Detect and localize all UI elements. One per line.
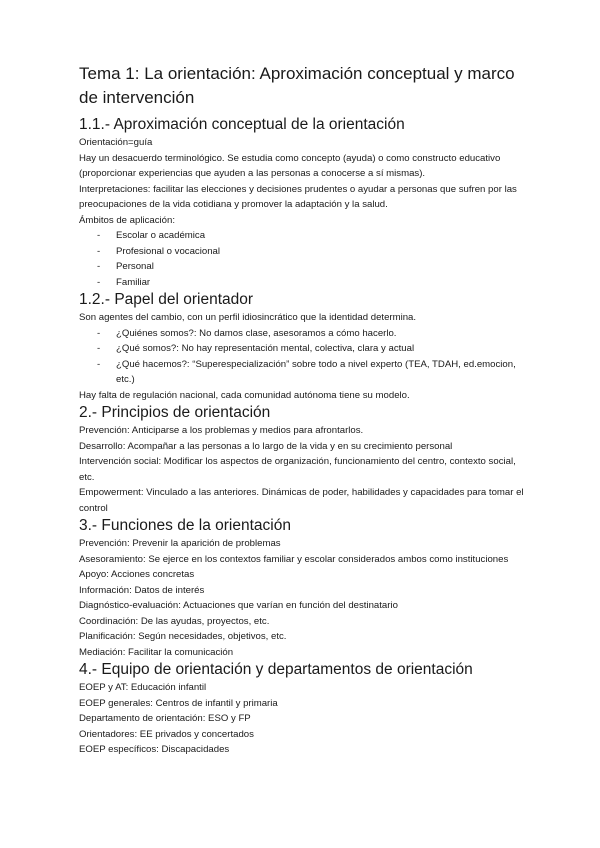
list-item: - Escolar o académica xyxy=(97,228,530,244)
paragraph: Desarrollo: Acompañar a las personas a lo largo de la vida y en su crecimiento personal xyxy=(79,440,453,452)
paragraph: Mediación: Facilitar la comunicación xyxy=(79,646,234,658)
paragraph: Empowerment: Vinculado a las anteriores. Dinámicas de poder, habilidades y capacidades para tomar el control xyxy=(79,487,524,514)
section-heading-1-2: 1.2.- Papel del orientador xyxy=(79,291,254,308)
paragraph: Planificación: Según necesidades, objetivos, etc. xyxy=(79,631,287,642)
paragraph: Hay falta de regulación nacional, cada comunidad autónoma tiene su modelo. xyxy=(79,389,410,401)
section-heading-3: 3.- Funciones de la orientación xyxy=(79,517,291,534)
paragraph: Orientación=guía xyxy=(79,137,153,148)
list-item: - Profesional o vocacional xyxy=(97,244,530,260)
paragraph: Apoyo: Acciones concretas xyxy=(79,569,195,580)
ambitos-list xyxy=(79,228,530,290)
paragraph: Intervención social: Modificar los aspectos de organización, funcionamiento del centro, contexto social, etc. xyxy=(79,456,516,483)
paragraph: Departamento de orientación: ESO y FP xyxy=(79,713,251,724)
paragraph: Coordinación: De las ayudas, proyectos, etc. xyxy=(79,615,270,627)
paragraph: Ámbitos de aplicación: xyxy=(79,214,175,226)
list-item: - Personal xyxy=(97,259,530,275)
paragraph: Orientadores: EE privados y concertados xyxy=(79,728,254,740)
list-item: - Familiar xyxy=(97,275,530,291)
paragraph: Asesoramiento: Se ejerce en los contextos familiar y escolar considerados ambos como instituciones xyxy=(79,553,509,565)
section-heading-4: 4.- Equipo de orientación y departamentos de orientación xyxy=(79,661,473,678)
list-item: - ¿Qué hacemos?: “Superespecialización” sobre todo a nivel experto (TEA, TDAH, ed.emocion, etc.) xyxy=(97,357,530,388)
paragraph: Hay un desacuerdo terminológico. Se estudia como concepto (ayuda) o como constructo educativo (proporcionar experiencias que ayuden a las personas a conocerse a sí mismas). xyxy=(79,152,501,179)
paragraph: EOEP y AT: Educación infantil xyxy=(79,682,207,693)
paragraph: Prevención: Anticiparse a los problemas y medios para afrontarlos. xyxy=(79,425,364,436)
paragraph: Información: Datos de interés xyxy=(79,584,205,596)
document-title: Tema 1: La orientación: Aproximación conceptual y marco de intervención xyxy=(79,64,515,107)
list-item: - ¿Quiénes somos?: No damos clase, asesoramos a cómo hacerlo. xyxy=(97,326,530,342)
paragraph: Interpretaciones: facilitar las elecciones y decisiones prudentes o ayudar a personas que sufren por las preocupaciones de la vida cotidiana y promover la adaptación y la salud. xyxy=(79,183,517,210)
paragraph: EOEP generales: Centros de infantil y primaria xyxy=(79,697,278,709)
section-heading-1-1: 1.1.- Aproximación conceptual de la orientación xyxy=(79,116,405,133)
section-heading-2: 2.- Principios de orientación xyxy=(79,404,271,421)
orientador-list xyxy=(79,326,530,388)
paragraph: Prevención: Prevenir la aparición de problemas xyxy=(79,538,281,549)
list-item: - ¿Qué somos?: No hay representación mental, colectiva, clara y actual xyxy=(97,341,530,357)
paragraph: Son agentes del cambio, con un perfil idiosincrático que la identidad determina. xyxy=(79,312,417,323)
paragraph: EOEP específicos: Discapacidades xyxy=(79,744,230,755)
paragraph: Diagnóstico-evaluación: Actuaciones que varían en función del destinatario xyxy=(79,600,398,611)
